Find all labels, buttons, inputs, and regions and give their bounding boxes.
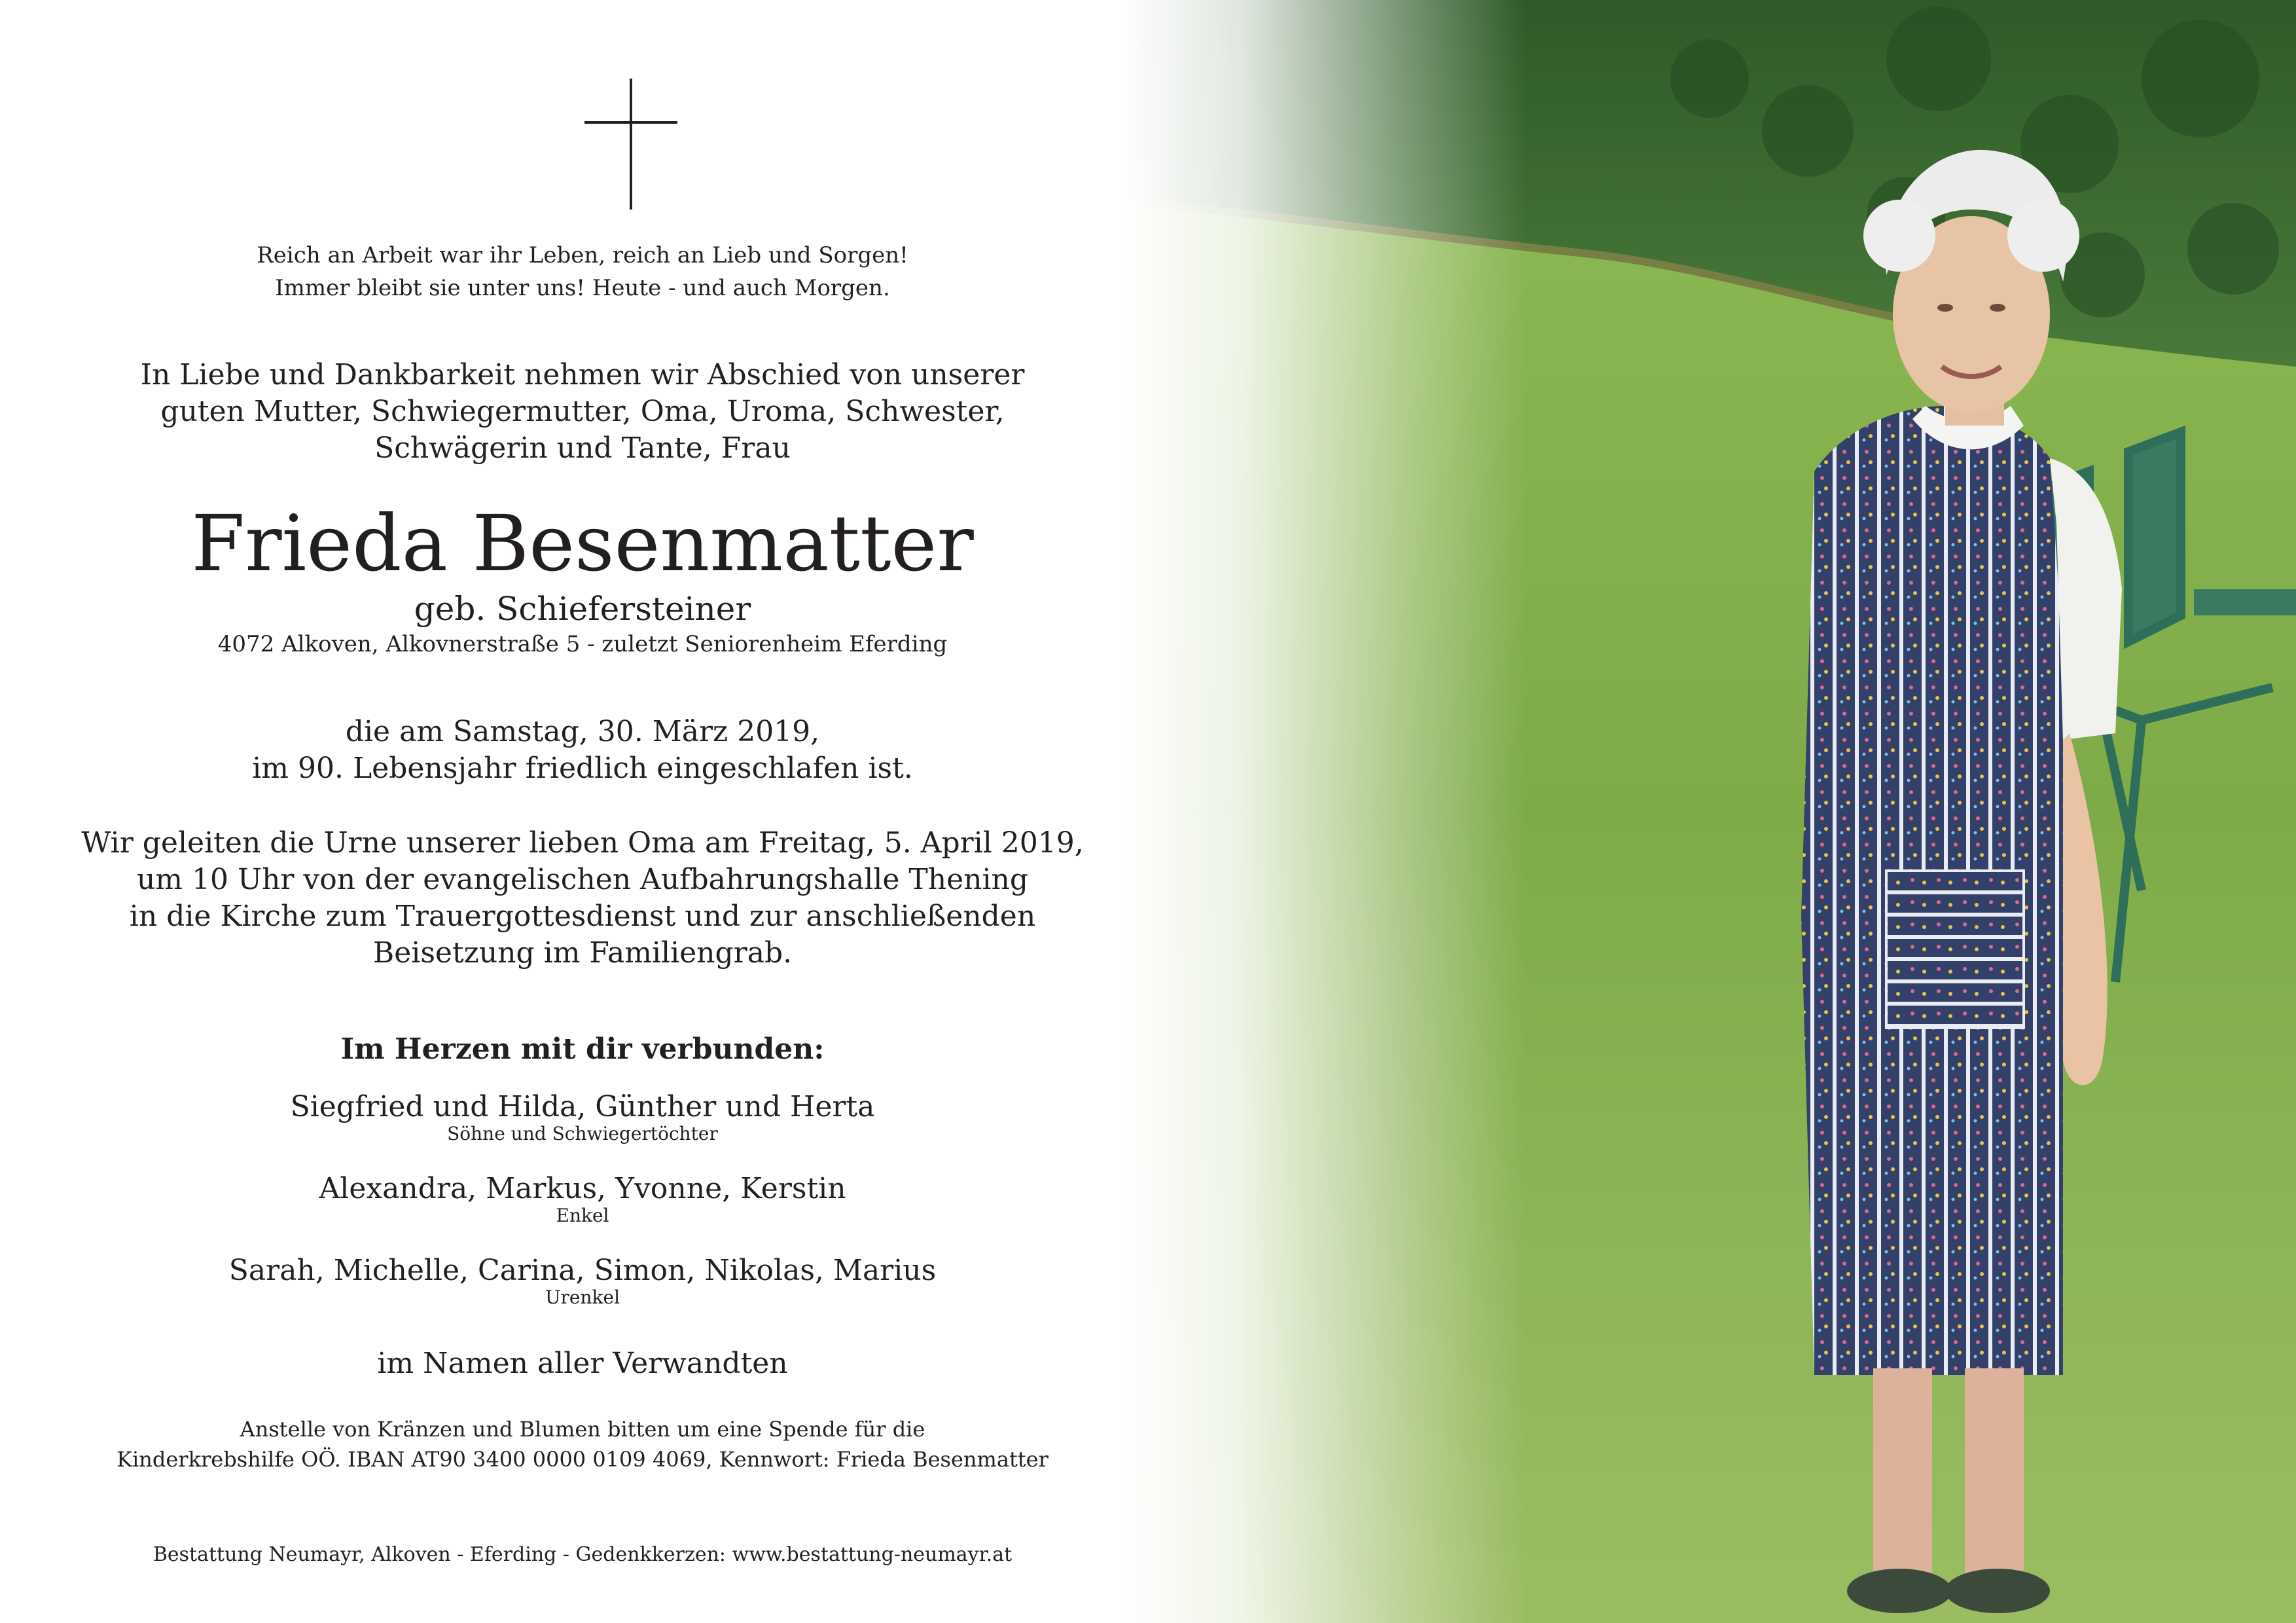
family-relation: Urenkel: [545, 1286, 620, 1308]
birth-name: geb. Schiefersteiner: [414, 590, 751, 628]
address: 4072 Alkoven, Alkovnerstraße 5 - zuletzt Seniorenheim Eferding: [217, 631, 948, 657]
funeral-line: in die Kirche zum Trauergottesdienst und zur anschließenden: [129, 900, 1036, 933]
deceased-name: Frieda Besenmatter: [191, 498, 974, 589]
intro-line: In Liebe und Dankbarkeit nehmen wir Abschied von unserer: [140, 358, 1025, 392]
funeral-home-footer: Bestattung Neumayr, Alkoven - Eferding - Gedenkkerzen: www.bestattung-neumayr.at: [152, 1543, 1013, 1566]
mourners-heading: Im Herzen mit dir verbunden:: [340, 1032, 825, 1066]
family-names: Alexandra, Markus, Yvonne, Kerstin: [319, 1172, 846, 1205]
family-relation: Söhne und Schwiegertöchter: [447, 1123, 718, 1144]
passing-line: im 90. Lebensjahr friedlich eingeschlafen ist.: [252, 752, 913, 785]
donation-line: Anstelle von Kränzen und Blumen bitten um eine Spende für die: [240, 1417, 925, 1442]
intro-line: guten Mutter, Schwiegermutter, Oma, Uroma, Schwester,: [160, 395, 1005, 428]
portrait-photo: [1121, 0, 2296, 1623]
family-group-great-grandchildren: [52, 1254, 1113, 1307]
cross-icon: [584, 79, 677, 210]
funeral-line: um 10 Uhr von der evangelischen Aufbahrungshalle Thening: [136, 863, 1029, 896]
family-group-sons: [52, 1090, 1113, 1144]
motto-line: Immer bleibt sie unter uns! Heute - und auch Morgen.: [275, 275, 890, 301]
family-names: Siegfried und Hilda, Günther und Herta: [290, 1090, 875, 1123]
family-names: Sarah, Michelle, Carina, Simon, Nikolas, Marius: [228, 1254, 937, 1287]
photo-fade-overlay: [1121, 0, 1526, 1623]
motto-verse: [52, 239, 1113, 304]
closing-line: im Namen aller Verwandten: [377, 1347, 788, 1380]
family-relation: Enkel: [556, 1205, 609, 1226]
passing-paragraph: [52, 714, 1113, 787]
funeral-line: Wir geleiten die Urne unserer lieben Oma am Freitag, 5. April 2019,: [81, 826, 1084, 860]
donation-line: Kinderkrebshilfe OÖ. IBAN AT90 3400 0000 0109 4069, Kennwort: Frieda Besenmatter: [117, 1447, 1049, 1472]
intro-line: Schwägerin und Tante, Frau: [374, 431, 791, 465]
funeral-paragraph: [52, 825, 1113, 972]
motto-line: Reich an Arbeit war ihr Leben, reich an Lieb und Sorgen!: [257, 242, 908, 268]
family-group-grandchildren: [52, 1172, 1113, 1226]
funeral-line: Beisetzung im Familiengrab.: [372, 936, 793, 970]
passing-line: die am Samstag, 30. März 2019,: [345, 715, 820, 748]
intro-paragraph: [52, 357, 1113, 467]
donation-note: [52, 1414, 1113, 1474]
